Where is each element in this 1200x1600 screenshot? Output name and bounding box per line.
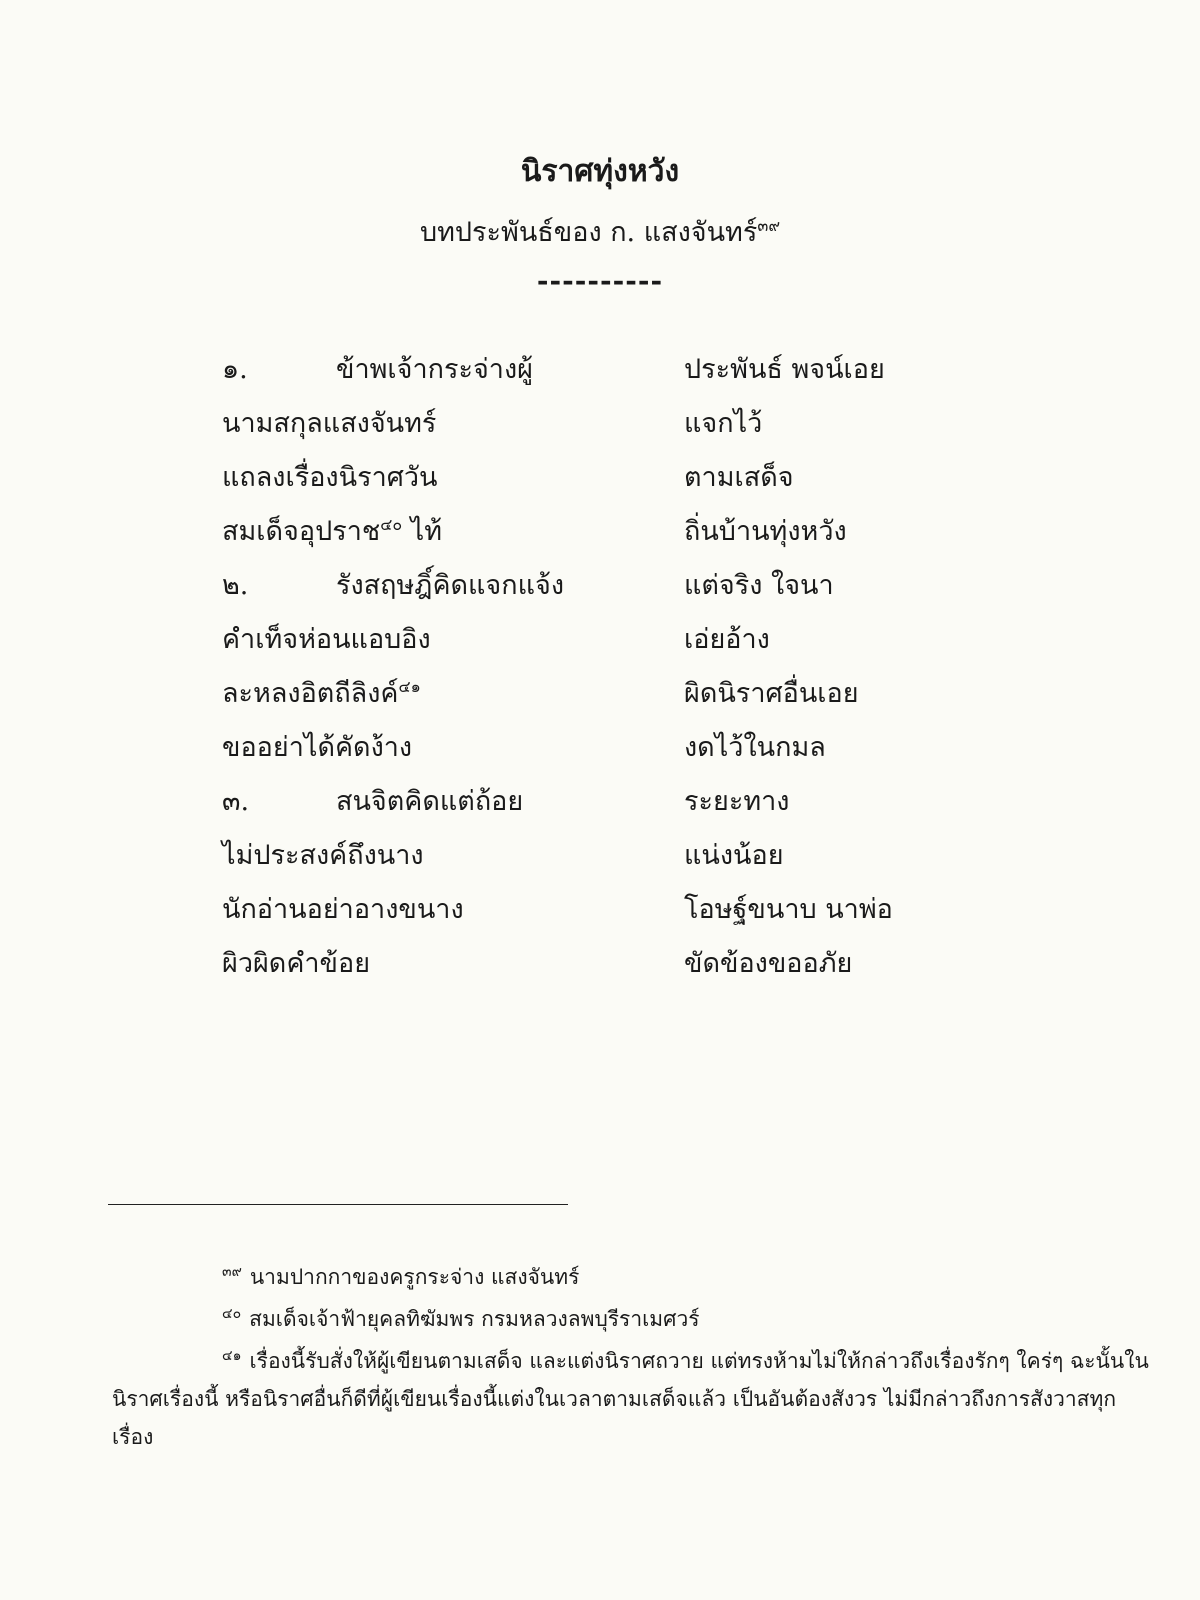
footnote-text: เรื่องนี้รับสั่งให้ผู้เขียนตามเสด็จ และแต่งนิราศถวาย แต่ทรงห้ามไม่ให้กล่าวถึงเรื่องรักๆ ใคร่ๆ ฉะนั้นในนิราศเรื่องนี้ หรือนิราศอื่นก็ดีที่ผู้เขียนเรื่องนี้แต่งในเวลาตามเสด็จแล้ว เป็นอันต้องสังวร ไม่มีกล่าวถึงการสังวาสทุกเรื่อง [112,1349,1149,1449]
poem-line-right: แน่งน้อย [684,840,784,871]
poem-line-right: ถิ่นบ้านทุ่งหวัง [684,516,847,547]
footnote-divider [108,1204,568,1205]
poem-line-right: แต่จริง ใจนา [684,570,834,601]
footnote-ref-40: ๔๐ [380,515,403,534]
poem-line-left: แถลงเรื่องนิราศวัน [222,462,438,493]
poem-line-right: งดไว้ในกมล [684,732,826,763]
poem-line-right: เอ่ยอ้าง [684,624,770,655]
footnote-text: นามปากกาของครูกระจ่าง แสงจันทร์ [249,1265,580,1289]
poem-line [222,566,982,620]
footnote-41 [112,1342,1152,1456]
poem [222,350,982,998]
poem-line-left-after: ไท้ [402,516,443,547]
poem-line [222,458,982,512]
poem-line-left: ไม่ประสงค์ถึงนาง [222,840,424,871]
poem-line-left-text: สมเด็จอุปราช [222,516,381,547]
poem-line [222,782,982,836]
poem-line-right: แจกไว้ [684,408,763,439]
poem-line-left: คำเท็จห่อนแอบอิง [222,624,431,655]
poem-line-right: ขัดข้องขออภัย [684,948,853,979]
poem-line [222,944,982,998]
poem-line-right: ผิดนิราศอื่นเอย [684,678,859,709]
poem-line [222,620,982,674]
poem-line-left: สนจิตคิดแต่ถ้อย [336,786,524,817]
stanza-number: ๓. [222,786,250,817]
subtitle-text: บทประพันธ์ของ ก. แสงจันทร์ [419,217,758,248]
poem-line-left: ขออย่าได้คัดง้าง [222,732,413,763]
poem-line-right: โอษฐ์ขนาบ นาพ่อ [684,894,893,925]
poem-line-right: ระยะทาง [684,786,790,817]
poem-line-left: ผิวผิดคำข้อย [222,948,371,979]
stanza-number: ๒. [222,570,249,601]
poem-line [222,674,982,728]
footnote-39 [112,1258,1152,1296]
footnote-mark: ๔๐ [222,1306,242,1322]
poem-line-right: ประพันธ์ พจน์เอย [684,354,885,385]
poem-line [222,890,982,944]
poem-line [222,512,982,566]
poem-line-left: นามสกุลแสงจันทร์ [222,408,437,439]
footnote-mark: ๔๑ [222,1348,242,1364]
poem-line-left: นักอ่านอย่าอางขนาง [222,894,464,925]
poem-line-left [222,512,442,552]
page-subtitle [0,210,1200,253]
poem-line [222,350,982,404]
poem-line [222,836,982,890]
page-title: นิราศทุ่งหวัง [520,154,680,189]
stanza-number: ๑. [222,354,248,385]
footnote-40 [112,1300,1152,1338]
poem-line-left: รังสฤษฎิ์คิดแจกแจ้ง [336,570,565,601]
footnote-ref-39: ๓๙ [757,216,781,235]
poem-line-left-text: ละหลงอิตถีลิงค์ [222,678,399,709]
poem-line [222,728,982,782]
footnotes [112,1258,1152,1460]
poem-line-left [222,674,421,714]
footnote-text: สมเด็จเจ้าฟ้ายุคลทิฆัมพร กรมหลวงลพบุรีราเมศวร์ [249,1307,700,1331]
footnote-mark: ๓๙ [222,1264,242,1280]
separator: ---------- [536,264,664,297]
footnote-ref-41: ๔๑ [398,677,421,696]
poem-line [222,404,982,458]
poem-line-right: ตามเสด็จ [684,462,794,493]
poem-line-left: ข้าพเจ้ากระจ่างผู้ [336,354,533,385]
